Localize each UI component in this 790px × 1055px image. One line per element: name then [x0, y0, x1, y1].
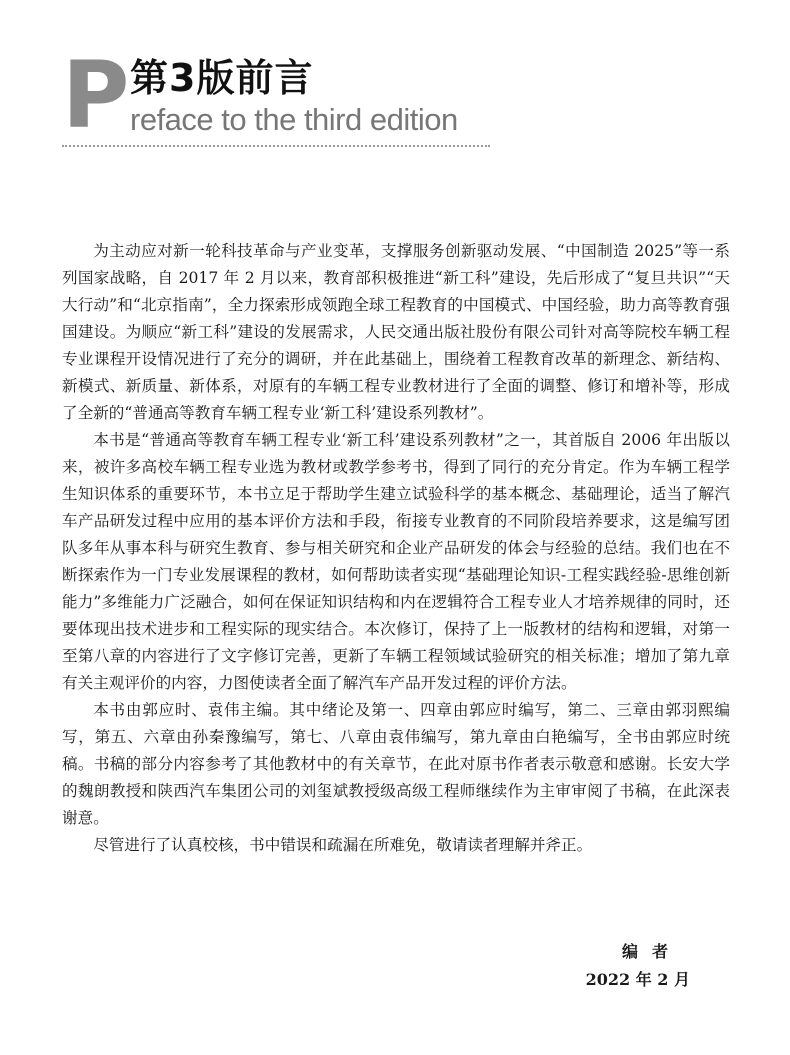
paragraph: 本书是“普通高等教育车辆工程专业‘新工科’建设系列教材”之一，其首版自 2006 年出版以来，被许多高校车辆工程专业选为教材或教学参考书，得到了同行的充分肯定。作为车辆工程学生知识体系的重要环节，本书立足于帮助学生建立试验科学的基本概念、基础理论，适当了解汽车产品研发过程中应用的基本评价方法和手段，衔接专业教育的不同阶段培养要求，这是编写团队多年从事本科与研究生教育、参与相关研究和企业产品研发的体会与经验的总结。我们也在不断探索作为一门专业发展课程的教材，如何帮助读者实现“基础理论知识-工程实践经验-思维创新能力”多维能力广泛融合，如何在保证知识结构和内在逻辑符合工程专业人才培养规律的同时，还要体现出技术进步和工程实际的现实结合。本次修订，保持了上一版教材的结构和逻辑，对第一至第八章的内容进行了文字修订完善，更新了车辆工程领域试验研究的相关标准；增加了第九章有关主观评价的内容，力图使读者全面了解汽车产品开发过程的评价方法。 [62, 431, 730, 692]
signature-block [530, 938, 690, 994]
signature-author: 编者 [621, 942, 682, 961]
preface-header [62, 42, 492, 152]
page-subtitle: reface to the third edition [130, 102, 458, 137]
paragraph: 为主动应对新一轮科技革命与产业变革，支撑服务创新驱动发展、“中国制造 2025”等一系列国家战略，自 2017 年 2 月以来，教育部积极推进“新工科”建设，先后形成了“复旦共识”“天大行动”和“北京指南”，全力探索形成领跑全球工程教育的中国模式、中国经验，助力高等教育强国建设。为顺应“新工科”建设的发展需求，人民交通出版社股份有限公司针对高等院校车辆工程专业课程开设情况进行了充分的调研，并在此基础上，围绕着工程教育改革的新理念、新结构、新模式、新质量、新体系，对原有的车辆工程专业教材进行了全面的调整、修订和增补等，形成了全新的“普通高等教育车辆工程专业‘新工科’建设系列教材”。 [62, 242, 730, 422]
preface-body [62, 238, 730, 859]
decorative-initial-letter: P [62, 42, 128, 149]
header-divider [62, 145, 490, 147]
signature-date: 2022 年 2 月 [585, 970, 690, 989]
paragraph: 本书由郭应时、袁伟主编。其中绪论及第一、四章由郭应时编写，第二、三章由郭羽熙编写，第五、六章由孙秦豫编写，第七、八章由袁伟编写，第九章由白艳编写，全书由郭应时统稿。书稿的部分内容参考了其他教材中的有关章节，在此对原书作者表示敬意和感谢。长安大学的魏朗教授和陕西汽车集团公司的刘玺斌教授级高级工程师继续作为主审审阅了书稿，在此深表谢意。 [62, 701, 730, 827]
page-title: 第3版前言 [130, 56, 314, 100]
paragraph: 尽管进行了认真校核，书中错误和疏漏在所难免，敬请读者理解并斧正。 [93, 836, 593, 854]
